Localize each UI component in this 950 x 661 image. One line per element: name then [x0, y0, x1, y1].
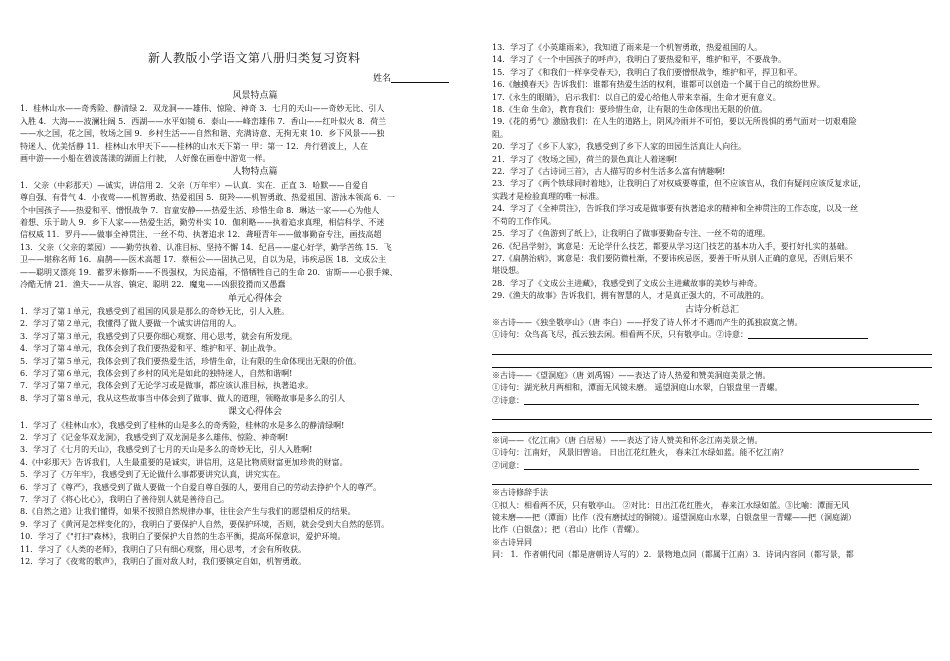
people-line: 着想、乐于助人 9．乡下人家——热爱生活，勤劳朴实 10．伽利略——执着追求真理，相信科学、不迷 [20, 218, 385, 228]
unit-item: 1．学习了第１单元，我感受到了祖国的风景是那么的奇妙无比，引人入胜。 [20, 306, 290, 316]
poem-line [492, 395, 932, 407]
lesson-item: 16.《触摸春天》告诉我们：谁都有热爱生活的权利，谁都可以创造一个属于自己的缤纷世界。 [492, 80, 825, 90]
unit-item: 3．学习了第３单元，我感受到了只要你细心观察、用心思考，就会有所发现。 [20, 331, 298, 341]
unit-item: 6．学习了第６单元，我体会到了乡村的风光是如此的独特迷人，自然和谐啊! [20, 368, 293, 378]
scenery-line: 入胜 4．大海——波澜壮阔 5．西湖——水平如镜 6．泰山——峰峦雄伟 7．香山——红叶似火 8．荷兰 [20, 116, 387, 126]
rhetoric-section [492, 487, 932, 537]
people-line: 卫——堪称名师 16．扁鹊——医术高超 17．蔡桓公——固执己见，自以为是，讳疾忌医 18．文成公主 [20, 255, 387, 265]
compare-line: 同： 1．作者朝代同（都是唐朝诗人写的）2．景物地点同（都属于江南）3．诗词内容同（都写景，都 [492, 550, 854, 560]
lesson-item: 19.《花的勇气》激励我们：在人生的道路上，阴风冷雨并不可怕，要以无所畏惧的勇气面对一切艰难险 [492, 117, 857, 127]
people-section [20, 180, 490, 292]
lesson-item: 21．学习了《牧场之国》，荷兰的景色真让人着迷啊! [492, 154, 678, 164]
lesson-item: 8.《自然之道》让我们懂得，如果不按照自然规律办事，往往会产生与我们的愿望相反的结果。 [20, 507, 356, 517]
lesson-item: 24．学习了《全神贯注》，告诉我们学习或是做事要有执著追求的精神和全神贯注的工作态度，以及一丝 [492, 204, 859, 214]
rhetoric-header: ※古诗修辞手法 [492, 488, 548, 498]
lesson-item: 不苟的工作作风。 [492, 216, 556, 226]
left-column [20, 89, 490, 568]
unit-item: 8．学习了第８单元，我从这些故事当中体会到了做事、做人的道理，领略故事是多么的引人 [20, 393, 346, 403]
name-blank-line[interactable] [391, 73, 449, 83]
scenery-section [20, 103, 490, 165]
lesson-item: 10．学习了《"打扫"森林》，我明白了要保护大自然的生态平衡，提高环保意识，爱护环境。 [20, 532, 346, 542]
poem-header: ※词——《忆江南》（唐 白居易）——表达了诗人赞美和怀念江南美景之情。 [492, 435, 763, 445]
lesson-item: 2．学习了《记金华双龙洞》，我感受到了双龙洞是多么雄伟、惊险、神奇啊! [20, 432, 289, 442]
lesson-item: 25．学习了《鱼游到了纸上》，让我明白了做事要勤奋专注、一丝不苟的道理。 [492, 229, 771, 239]
lesson-item: 堪设想。 [492, 266, 524, 276]
unit-item: 5．学习了第５单元，我体会到了我们要热爱生活，珍惜生命，让有限的生命体现出无限的价值。 [20, 356, 362, 366]
lesson-item: 实践才是检验真理的唯一标准。 [492, 191, 604, 201]
name-field[interactable] [373, 73, 449, 85]
people-heading: 人物特点篇 [232, 167, 278, 178]
lesson-item: 15．学习了《和我们一样享受春天》，我明白了我们要憎恨战争，维护和平，捍卫和平。 [492, 67, 803, 77]
lesson-item: 6．学习了《尊严》，我感受到了做人要做一个自爱自尊自强的人，要用自己的劳动去挣护个人的尊严。 [20, 482, 382, 492]
lesson-heading: 课文心得体会 [227, 407, 282, 418]
poem-header: ※古诗——《独坐敬亭山》（唐 李白）——抒发了诗人怀才不遇而产生的孤独寂寞之情。 [492, 317, 803, 327]
scenery-line: 特迷人、优美恬静 11．桂林山水甲天下——桂林的山水天下第一 甲：第一 12．舟行碧波上，人在 [20, 141, 368, 151]
scenery-heading: 风景特点篇 [232, 91, 278, 101]
lesson-item: 4.《中彩那天》告诉我们，人生最重要的是诚实，讲信用，这是比物质财富更加珍贵的财富。 [20, 457, 348, 467]
lesson-item: 14．学习了《一个中国孩子的呼声》，我明白了要热爱和平，维护和平，不要战争。 [492, 55, 787, 65]
poem-line [492, 329, 932, 341]
poem-dongting [492, 370, 932, 433]
lesson-item: 11．学习了《人类的老师》，我明白了只有细心观察，用心思考，才会有所收获。 [20, 544, 307, 554]
answer-blank[interactable] [524, 395, 919, 405]
lesson-item: 1．学习了《桂林山水》，我感受到了桂林的山是多么的奇秀险，桂林的水是多么的静清绿啊! [20, 420, 345, 430]
lesson-item: 12．学习了《夜莺的歌声》，我明白了面对敌人时，我们要镇定自如，机智勇敢。 [20, 557, 307, 567]
poem-text: ②诗意： [492, 395, 524, 405]
people-line: ——聪明又漂亮 19．蓄罗米修斯——不畏强权，为民造福，不惜牺牲自己的生命 20．宙斯——心狠手辣、 [20, 267, 398, 277]
unit-item: 4．学习了第４单元，我体会到了我们要热爱和平、维护和平、制止战争。 [20, 344, 282, 354]
right-column [492, 42, 932, 562]
name-label: 姓名 [373, 74, 392, 84]
lesson-item: 29.《渔夫的故事》告诉我们，拥有智慧的人，才是真正强大的，不可战胜的。 [492, 291, 769, 301]
poem-header: ※古诗——《望洞庭》（唐 刘禹锡）——表达了诗人热爱和赞美洞庭美景之情。 [492, 370, 771, 380]
scenery-line: ——水之国，花之国，牧场之国 9．乡村生活——自然和谐、充满诗意、无拘无束 10．乡下风景——独 [20, 129, 385, 139]
poem-line: ①诗句：湖光秋月两相和，潭面无风镜未磨。 遥望洞庭山水翠，白银盘里一青螺。 [492, 383, 783, 393]
answer-blank[interactable] [492, 409, 932, 420]
lesson-item: 20．学习了《乡下人家》，我感受到了乡下人家的田园生活真让人向往。 [492, 142, 747, 152]
poem-yijiangnan [492, 435, 932, 485]
people-line: 1．父亲（中彩那天）—诚实，讲信用 2．父亲（万年牢）—认真．实在．正直 3．哈默——自爱自 [20, 180, 369, 190]
answer-blank[interactable] [492, 357, 932, 368]
lesson-item: 3．学习了《七月的天山》，我感受到了七月的天山是多么的奇妙无比，引人入胜啊! [20, 445, 313, 455]
lesson-item: 27.《扁鹊治病》，寓意是：我们要防微杜渐，不要讳疾忌医，要善于听从别人正确的意见，否则后果不 [492, 253, 853, 263]
rhetoric-line: 镜未磨——把（潭面）比作（没有磨拭过的铜镜）。遥望洞庭山水翠，白银盘里一青螺——把（洞庭湖） [492, 513, 856, 522]
poem-text: ②词意： [492, 460, 524, 470]
lesson-item: 13．学习了《小英雄雨来》，我知道了雨来是一个机智勇敢，热爱祖国的人。 [492, 43, 763, 52]
lesson-section-left [20, 420, 490, 569]
lesson-item: 7．学习了《将心比心》，我明白了善待别人就是善待自己。 [20, 495, 230, 504]
scenery-line: 画中游——小船在碧波荡漾的湖面上行驶， 人好像在画卷中游览一样。 [20, 154, 271, 164]
answer-blank[interactable] [748, 329, 868, 339]
people-line: 13．父亲（父亲的菜园）——勤劳执着、认准目标、坚持不懈 14．纪昌——虚心好学，勤学苦练 15．飞 [20, 242, 392, 252]
poem-text: ①诗句：众鸟高飞尽，孤云独去闲。相看两不厌，只有敬亭山。②诗意： [492, 330, 748, 340]
rhetoric-line: ①拟人：相看两不厌，只有敬亭山。 ②对比：日出江花红胜火， 春来江水绿如蓝。③比喻：潭面无风 [492, 500, 850, 510]
answer-blank[interactable] [492, 422, 932, 433]
unit-item: 7．学习了第７单元，我体会到了无论学习或是做事，都应该认准目标，执著追求。 [20, 381, 314, 391]
compare-header: ※古诗异同 [492, 537, 532, 547]
lesson-item: 5．学习了《万年牢》，我感受到了无论做什么事都要讲究认真，讲究实在。 [20, 470, 286, 480]
lesson-item: 26.《纪昌学射》，寓意是：无论学什么技艺，都要从学习这门技艺的基本功入手，要打好扎实的基础。 [492, 241, 853, 251]
answer-blank[interactable] [524, 460, 919, 470]
lesson-item: 18.《生命 生命》，教育我们：要珍惜生命，让有限的生命体现出无限的价值。 [492, 105, 768, 115]
document-title: 新人教版小学语文第八册归类复习资料 [148, 51, 361, 65]
people-line: 冷酷无情 21．渔夫——从容、镇定、聪明 22．魔鬼——凶狠狡猾而又愚蠢 [20, 280, 286, 290]
lesson-item: 9．学习了《黄河是怎样变化的》，我明白了要保护人自然，要保护环境，否则，就会受到大自然的惩罚。 [20, 519, 390, 529]
lesson-item: 17.《永生的眼睛》，启示我们：以自己的爱心给他人带来幸福，生命才更有意义。 [492, 92, 781, 102]
people-line: 信权威 11．罗丹——做事全神贯注、一丝不苟、执著追求 12．聋哑青年——做事勤奋专注，画技高超 [20, 230, 382, 240]
poem-line: ①诗句：江南好， 风景旧曾谙。 日出江花红胜火， 春来江水绿如蓝。能不忆江南？ [492, 448, 788, 458]
poem-line [492, 460, 932, 472]
answer-blank[interactable] [492, 474, 932, 485]
lesson-item: 28．学习了《文成公主进藏》，我感受到了文成公主进藏故事的美妙与神奇。 [492, 278, 763, 288]
poem-jingtingshan [492, 317, 932, 368]
unit-item: 2．学习了第２单元，我懂得了做人要做一个诚实讲信用的人。 [20, 319, 242, 329]
lesson-item: 23．学习了《两个铁球同时着地》，让我明白了对权威要尊重，但不应该盲从，我们有疑问应该反复求证， [492, 179, 867, 189]
people-line: 尊自强、有骨气 4．小夜莺——机智勇敢、热爱祖国 5．斑羚——机智勇敢、热爱祖国、游泳本领高 6．一 [20, 193, 395, 203]
scenery-line: 1．桂林山水——奇秀险、静清绿 2．双龙洞——雄伟、惊险、神奇 3．七月的天山——奇妙无比、引人 [20, 104, 385, 114]
lesson-section-right [492, 42, 932, 303]
people-line: 个中国孩子——热爱和平、憎恨战争 7．盲童安静——热爱生活、珍惜生命 8．琳达一家——心为他人 [20, 205, 380, 215]
answer-blank[interactable] [492, 344, 932, 355]
compare-section [492, 537, 932, 562]
unit-heading: 单元心得体会 [227, 293, 282, 304]
rhetoric-line: 比作（白银盘）；把（君山）比作（青螺）。 [492, 525, 644, 535]
poetry-heading: 古诗分析总汇 [684, 304, 739, 315]
lesson-item: 阻。 [492, 129, 508, 139]
unit-section [20, 306, 490, 405]
lesson-item: 22．学习了《古诗词三首》，古人描写的乡村生活多么富有情趣啊! [492, 167, 726, 177]
